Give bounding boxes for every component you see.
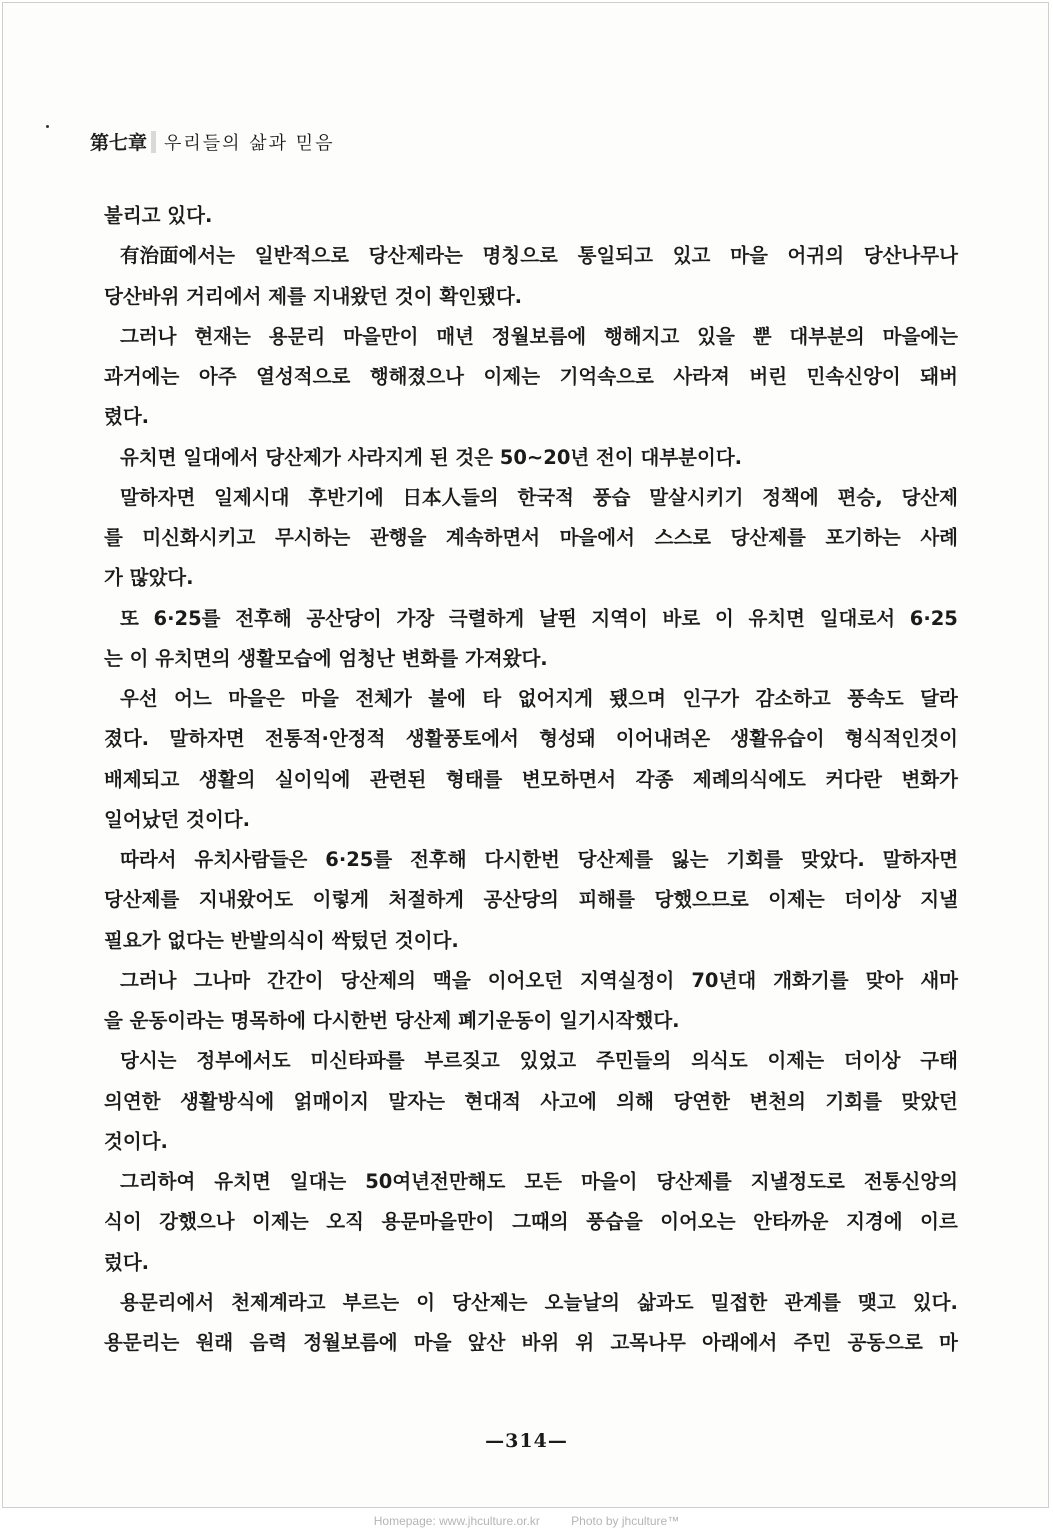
word: 새마 <box>920 968 958 992</box>
word: 타 <box>482 687 502 710</box>
text-line <box>104 679 958 719</box>
word: 인구가 <box>682 687 739 710</box>
word: 당산제를 <box>577 848 654 871</box>
word: 미신타파를 <box>310 1049 405 1073</box>
word: 어귀의 <box>787 244 845 268</box>
word: 日本人들의 <box>402 485 499 509</box>
word: 이제는 <box>252 1210 309 1234</box>
word: 전후해 <box>410 848 467 871</box>
text-line <box>104 1243 958 1283</box>
word: 이렇게 <box>312 888 370 912</box>
word: 마 <box>939 1331 958 1354</box>
word: 간간이 <box>267 968 324 992</box>
word: 지낼정도로 <box>750 1170 845 1193</box>
word: 공산당이 <box>306 606 382 630</box>
page-number: —314— <box>485 1430 568 1452</box>
footer-photo-credit: Photo by jhculture™ <box>571 1514 680 1528</box>
word: 또 <box>120 606 139 630</box>
word: 사라져 <box>673 365 730 388</box>
word: 안타까운 <box>753 1210 829 1234</box>
word: 생활방식에 <box>179 1089 275 1113</box>
word: 그러나 <box>120 968 177 992</box>
word: 졌다. <box>104 727 150 751</box>
word: 맥을 <box>433 968 471 992</box>
word: 고목나무 <box>610 1331 686 1354</box>
word: 더이상 <box>844 888 901 912</box>
word: 뿐 <box>752 324 772 348</box>
word: 지경에 <box>846 1210 903 1234</box>
word: 마을만이 <box>343 324 419 348</box>
word: 우선 <box>120 687 158 710</box>
word: 전통신앙의 <box>863 1170 958 1193</box>
word: 위 <box>575 1331 595 1354</box>
word: 이 <box>714 606 734 630</box>
word: 말자는 <box>388 1089 445 1113</box>
word: 마을이 <box>580 1170 638 1193</box>
text-line <box>104 357 958 397</box>
word: 과거에는 <box>104 365 180 388</box>
word: 맺고 <box>857 1290 896 1314</box>
word: 밀접한 <box>710 1290 768 1314</box>
text-line <box>104 1122 958 1162</box>
text-line <box>104 1001 958 1041</box>
word: 이제는 <box>767 1049 825 1073</box>
word: 공동으로 <box>847 1331 923 1354</box>
word: 전체가 <box>355 687 412 710</box>
word: 용문리는 <box>104 1331 180 1354</box>
text-line-content: 필요가 없다는 반발의식이 싹텄던 것이다. <box>104 928 459 952</box>
word: 천제계라고 <box>231 1290 326 1314</box>
word: 따라서 <box>120 848 177 871</box>
word: 당산제를 <box>730 526 806 549</box>
word: 후반기에 <box>308 485 384 509</box>
text-line <box>104 1041 958 1081</box>
word: 정책에 <box>762 485 819 509</box>
word: 마을 <box>730 244 768 268</box>
chapter-label: 第七章 <box>90 132 148 154</box>
word: 이제는 <box>768 888 825 912</box>
chapter-divider <box>151 131 156 153</box>
word: 의식도 <box>691 1049 748 1073</box>
word: 말하자면 <box>120 485 196 509</box>
word: 지역실정이 <box>580 968 675 992</box>
text-line-content: 렸다. <box>104 405 150 429</box>
footer <box>0 1514 1053 1528</box>
word: 있을 <box>697 324 735 348</box>
word: 유치면 <box>214 1170 271 1193</box>
word: 일대로서 <box>819 606 896 630</box>
word: 오직 <box>326 1210 364 1234</box>
word: 주민 <box>793 1331 832 1354</box>
word: 용문마을만이 <box>381 1210 495 1234</box>
word: 명칭으로 <box>482 244 558 268</box>
word: 아주 <box>198 365 237 388</box>
word: 아래에서 <box>702 1331 778 1354</box>
word: 부르는 <box>342 1290 400 1314</box>
word: 생활의 <box>198 767 256 791</box>
word: 강했으나 <box>159 1210 235 1234</box>
word: 마을 <box>301 687 339 710</box>
word: 극렬하게 <box>448 606 525 630</box>
word: 형성돼 <box>539 727 596 751</box>
word: 사고에 <box>540 1089 597 1113</box>
text-line-content: 을 운동이라는 명목하에 다시한번 당산제 폐기운동이 일기시작했다. <box>104 1009 680 1032</box>
word: 매년 <box>436 324 475 348</box>
word: 변모하면서 <box>521 767 617 791</box>
text-line <box>104 1162 958 1202</box>
word: 행해지고 <box>603 324 680 348</box>
word: 한국적 <box>517 485 574 509</box>
text-line <box>104 518 958 558</box>
word: 전통적·안정적 <box>265 727 386 751</box>
word: 말하자면 <box>882 848 958 871</box>
word: 말하자면 <box>169 727 245 751</box>
word: 불에 <box>428 687 466 710</box>
word: 생활풍토에서 <box>405 727 519 751</box>
text-line <box>104 196 958 236</box>
word: 구태 <box>920 1049 958 1073</box>
text-line <box>104 1202 958 1242</box>
word: 각종 <box>635 767 674 791</box>
word: 마을에서 <box>559 526 635 549</box>
word: 당산제는 <box>452 1290 528 1314</box>
text-line <box>104 558 958 598</box>
word: 관련된 <box>369 767 427 791</box>
chapter-header <box>90 128 335 155</box>
word: 일제시대 <box>214 485 290 509</box>
word: 의연한 <box>104 1089 161 1113</box>
word: 마을은 <box>228 687 285 710</box>
text-line-content: 유치면 일대에서 당산제가 사라지게 된 것은 50~20년 전이 대부분이다. <box>120 445 743 469</box>
word: 돼버 <box>920 365 958 388</box>
word: 풍습 <box>592 485 631 509</box>
word: 정부에서도 <box>196 1049 291 1073</box>
word: 잃는 <box>670 848 709 871</box>
word: 당산제를 <box>656 1170 732 1193</box>
text-line-content: 가 많았다. <box>104 566 194 590</box>
text-line <box>104 317 958 357</box>
word: 당산나무나 <box>863 244 958 268</box>
word: 계속하면서 <box>445 526 541 549</box>
word: 주민들의 <box>595 1049 672 1073</box>
word: 정월보름에 <box>491 324 587 348</box>
word: 편승, <box>837 485 883 509</box>
word: 6·25 <box>909 606 958 630</box>
text-line <box>104 719 958 759</box>
word: 현대적 <box>464 1089 521 1113</box>
word: 얽매이지 <box>293 1089 369 1113</box>
text-line-content: 불리고 있다. <box>104 204 213 227</box>
word: 대부분의 <box>789 324 865 348</box>
word: 있었고 <box>519 1049 577 1073</box>
word: 말살시키기 <box>649 485 744 509</box>
word: 당했으므로 <box>654 888 749 912</box>
word: 有治面에서는 <box>120 244 236 268</box>
word: 이 <box>416 1290 436 1314</box>
word: 개화기를 <box>773 968 849 992</box>
text-line <box>104 921 958 961</box>
word: 그리하여 <box>120 1170 196 1193</box>
word: 바위 <box>521 1331 560 1354</box>
word: 더이상 <box>843 1049 901 1073</box>
word: 형식적인것이 <box>844 727 958 751</box>
word: 를 <box>104 526 123 549</box>
word: 정월보름에 <box>303 1331 398 1354</box>
word: 배제되고 <box>104 767 180 791</box>
text-line <box>104 800 958 840</box>
word: 기억속으로 <box>559 365 654 388</box>
word: 70년대 <box>691 968 757 992</box>
word: 풍습을 <box>586 1210 643 1234</box>
word: 변화가 <box>901 767 958 791</box>
word: 처절하게 <box>388 888 465 912</box>
word: 유치면 <box>748 606 805 630</box>
word: 당산제라는 <box>368 244 463 268</box>
word: 6·25를 <box>153 606 221 630</box>
text-line <box>104 438 958 478</box>
word: 마을에는 <box>882 324 958 348</box>
word: 마을 <box>413 1331 452 1354</box>
word: 오늘날의 <box>544 1290 620 1314</box>
word: 민속신앙이 <box>806 365 901 388</box>
word: 이어오던 <box>487 968 564 992</box>
word: 기회를 <box>825 1089 882 1113</box>
word: 용문리에서 <box>120 1290 215 1314</box>
word: 당산제 <box>901 485 958 509</box>
word: 당시는 <box>120 1049 177 1073</box>
word: 없어지게 <box>517 687 594 710</box>
word: 있다. <box>912 1290 958 1314</box>
word: 용문리 <box>268 324 326 348</box>
word: 미신화시키고 <box>142 526 256 549</box>
word: 피해를 <box>578 888 635 912</box>
word: 관행을 <box>369 526 427 549</box>
word: 바로 <box>662 606 701 630</box>
word: 실이익에 <box>274 767 351 791</box>
word: 풍속도 <box>847 687 904 710</box>
word: 기회를 <box>726 848 783 871</box>
word: 일반적으로 <box>254 244 349 268</box>
word: 당산제를 <box>104 888 180 912</box>
word: 당연한 <box>673 1089 730 1113</box>
text-line-content: 일어났던 것이다. <box>104 807 251 831</box>
word: 부르짖고 <box>424 1049 500 1073</box>
word: 앞산 <box>467 1331 506 1354</box>
word: 의해 <box>616 1089 655 1113</box>
word: 이어오는 <box>660 1210 736 1234</box>
word: 다시한번 <box>484 848 560 871</box>
word: 제례의식에도 <box>692 767 806 791</box>
margin-dot <box>46 125 49 128</box>
word: 날뛴 <box>538 606 577 630</box>
word: 그나마 <box>193 968 251 992</box>
word: 행해졌으나 <box>369 365 465 388</box>
word: 공산당의 <box>483 888 559 912</box>
text-line <box>104 397 958 437</box>
word: 지낼 <box>920 888 958 912</box>
chapter-title: 우리들의 삶과 믿음 <box>164 132 335 154</box>
word: 당산제의 <box>340 968 416 992</box>
text-line <box>104 961 958 1001</box>
word: 맞았던 <box>901 1089 958 1113</box>
word: 있고 <box>672 244 711 268</box>
word: 관계를 <box>784 1290 841 1314</box>
word: 통일되고 <box>577 244 653 268</box>
word: 맞아 <box>865 968 904 992</box>
word: 그러나 <box>120 324 177 348</box>
word: 됐으며 <box>609 687 666 710</box>
word: 모든 <box>524 1170 562 1193</box>
word: 유치사람들은 <box>194 848 308 871</box>
text-line <box>104 760 958 800</box>
word: 변천의 <box>749 1089 806 1113</box>
word: 버린 <box>749 365 788 388</box>
text-line <box>104 478 958 518</box>
word: 형태를 <box>445 767 503 791</box>
word: 이어내려온 <box>615 727 711 751</box>
word: 일대는 <box>289 1170 347 1193</box>
word: 50여년전만해도 <box>365 1170 506 1193</box>
word: 이제는 <box>483 365 541 388</box>
text-line-content: 당산바위 거리에서 제를 지내왔던 것이 확인됐다. <box>104 284 523 308</box>
word: 6·25를 <box>325 848 393 871</box>
text-line-content: 는 이 유치면의 생활모습에 엄청난 변화를 가져왔다. <box>104 646 548 670</box>
word: 열성적으로 <box>256 365 351 388</box>
word: 원래 <box>195 1331 234 1354</box>
word: 이르 <box>920 1210 958 1234</box>
word: 삶과도 <box>637 1290 694 1314</box>
word: 맞았다. <box>800 848 865 871</box>
word: 생활유습이 <box>730 727 825 751</box>
word: 지내왔어도 <box>198 888 294 912</box>
text-line <box>104 639 958 679</box>
word: 어느 <box>174 687 212 710</box>
text-line <box>104 880 958 920</box>
text-line <box>104 1323 958 1363</box>
word: 커다란 <box>825 767 882 791</box>
word: 무시하는 <box>274 526 351 549</box>
word: 감소하고 <box>755 687 831 710</box>
text-line <box>104 1082 958 1122</box>
text-line-content: 것이다. <box>104 1129 168 1153</box>
text-line <box>104 599 958 639</box>
word: 포기하는 <box>825 526 901 549</box>
text-line <box>104 236 958 276</box>
body-text <box>104 196 958 1363</box>
word: 전후해 <box>235 606 292 630</box>
footer-homepage: Homepage: www.jhculture.or.kr <box>373 1514 540 1528</box>
word: 식이 <box>104 1210 142 1234</box>
word: 현재는 <box>194 324 251 348</box>
word: 가장 <box>396 606 435 630</box>
text-line <box>104 840 958 880</box>
word: 달라 <box>920 687 958 710</box>
word: 음력 <box>249 1331 288 1354</box>
text-line <box>104 1283 958 1323</box>
text-line-content: 렀다. <box>104 1250 150 1274</box>
word: 스스로 <box>654 526 711 549</box>
word: 사례 <box>920 526 958 549</box>
word: 그때의 <box>512 1210 569 1234</box>
word: 지역이 <box>591 606 648 630</box>
text-line <box>104 277 958 317</box>
